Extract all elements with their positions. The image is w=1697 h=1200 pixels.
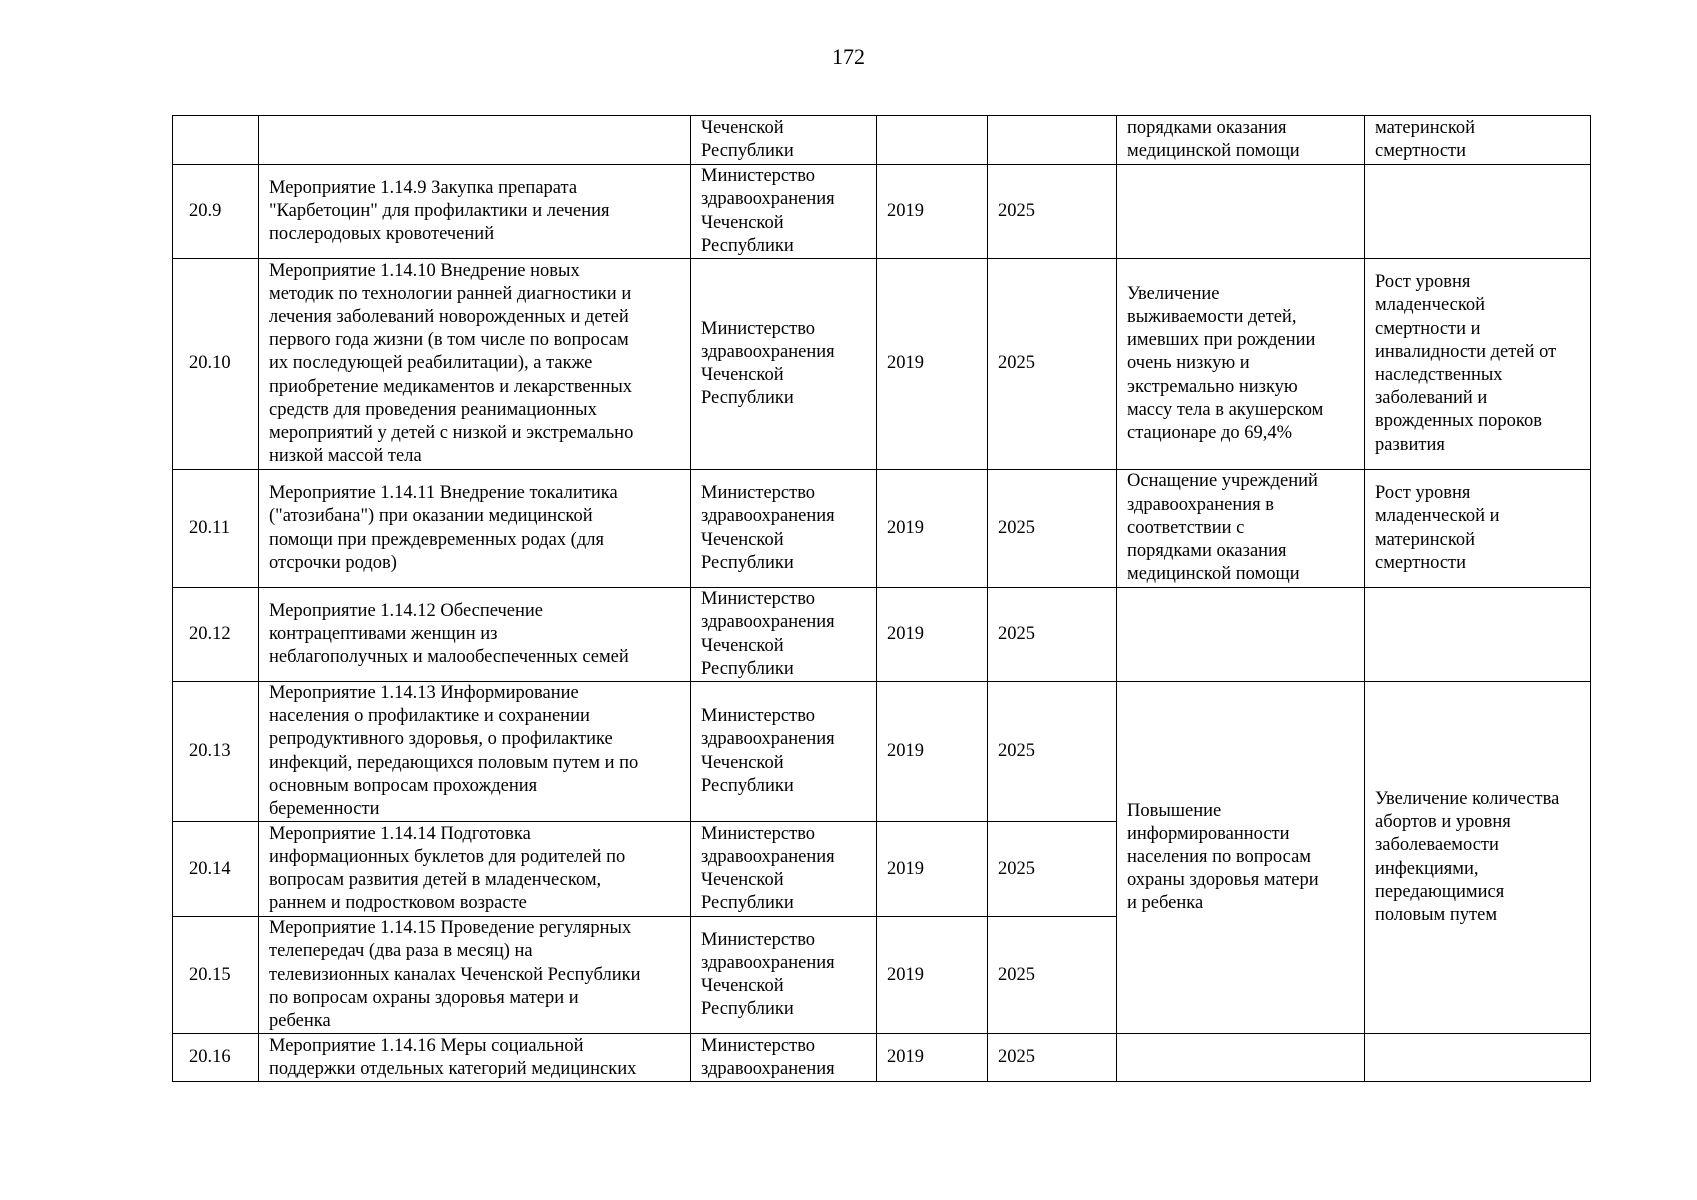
result-cell: Оснащение учреждений здравоохранения в соответствии с порядками оказания медицинской помощи <box>1117 470 1365 588</box>
start-year-cell: 2019 <box>877 259 988 470</box>
merged-result-cell: Повышение информированности населения по вопросам охраны здоровья матери и ребенка <box>1117 682 1365 1034</box>
row-number: 20.9 <box>173 165 259 259</box>
start-year-cell: 2019 <box>877 822 988 917</box>
table-row <box>173 259 1591 470</box>
result-cell: Увеличение выживаемости детей, имевших при рождении очень низкую и экстремально низкую массу тела в акушерском стационаре до 69,4% <box>1117 259 1365 470</box>
risk-cell: материнской смертности <box>1365 116 1591 165</box>
executor-cell: Министерство здравоохранения Чеченской Республики <box>691 917 877 1034</box>
table-row <box>173 116 1591 165</box>
executor-cell: Чеченской Республики <box>691 116 877 165</box>
page-number: 172 <box>832 44 865 69</box>
table-row <box>173 588 1591 682</box>
event-cell: Мероприятие 1.14.11 Внедрение токалитика ("атозибана") при оказании медицинской помощи при преждевременных родах (для отсрочки родов) <box>259 470 691 588</box>
table-row <box>173 470 1591 588</box>
row-number: 20.13 <box>173 682 259 822</box>
end-year-cell: 2025 <box>988 588 1117 682</box>
result-cell <box>1117 165 1365 259</box>
row-number <box>173 116 259 165</box>
executor-cell: Министерство здравоохранения Чеченской Республики <box>691 682 877 822</box>
end-year-cell: 2025 <box>988 822 1117 917</box>
risk-cell: Рост уровня младенческой смертности и инвалидности детей от наследственных заболеваний и врожденных пороков развития <box>1365 259 1591 470</box>
risk-cell <box>1365 1034 1591 1082</box>
event-cell: Мероприятие 1.14.14 Подготовка информационных буклетов для родителей по вопросам развития детей в младенческом, раннем и подростковом возрасте <box>259 822 691 917</box>
end-year-cell: 2025 <box>988 917 1117 1034</box>
start-year-cell: 2019 <box>877 588 988 682</box>
risk-cell <box>1365 588 1591 682</box>
start-year-cell: 2019 <box>877 165 988 259</box>
row-number: 20.11 <box>173 470 259 588</box>
result-cell <box>1117 588 1365 682</box>
start-year-cell <box>877 116 988 165</box>
row-number: 20.16 <box>173 1034 259 1082</box>
result-cell <box>1117 1034 1365 1082</box>
row-number: 20.10 <box>173 259 259 470</box>
row-number: 20.15 <box>173 917 259 1034</box>
start-year-cell: 2019 <box>877 1034 988 1082</box>
executor-cell: Министерство здравоохранения Чеченской Республики <box>691 470 877 588</box>
start-year-cell: 2019 <box>877 917 988 1034</box>
risk-cell <box>1365 165 1591 259</box>
end-year-cell: 2025 <box>988 165 1117 259</box>
table-row <box>173 165 1591 259</box>
table-row <box>173 682 1591 822</box>
start-year-cell: 2019 <box>877 470 988 588</box>
event-cell: Мероприятие 1.14.16 Меры социальной поддержки отдельных категорий медицинских <box>259 1034 691 1082</box>
end-year-cell: 2025 <box>988 470 1117 588</box>
result-cell: порядками оказания медицинской помощи <box>1117 116 1365 165</box>
event-cell <box>259 116 691 165</box>
executor-cell: Министерство здравоохранения <box>691 1034 877 1082</box>
row-number: 20.12 <box>173 588 259 682</box>
event-cell: Мероприятие 1.14.15 Проведение регулярных телепередач (два раза в месяц) на телевизионных каналах Чеченской Республики по вопросам охраны здоровья матери и ребенка <box>259 917 691 1034</box>
end-year-cell: 2025 <box>988 259 1117 470</box>
table-row <box>173 1034 1591 1082</box>
risk-cell: Рост уровня младенческой и материнской смертности <box>1365 470 1591 588</box>
event-cell: Мероприятие 1.14.12 Обеспечение контрацептивами женщин из неблагополучных и малообеспеченных семей <box>259 588 691 682</box>
end-year-cell: 2025 <box>988 682 1117 822</box>
executor-cell: Министерство здравоохранения Чеченской Республики <box>691 588 877 682</box>
event-cell: Мероприятие 1.14.10 Внедрение новых методик по технологии ранней диагностики и лечения заболеваний новорожденных и детей первого года жизни (в том числе по вопросам их последующей реабилитации), а также приобретение медикаментов и лекарственных средств для проведения реанимационных мероприятий у детей с низкой и экстремально низкой массой тела <box>259 259 691 470</box>
merged-risk-cell: Увеличение количества абортов и уровня заболеваемости инфекциями, передающимися половым путем <box>1365 682 1591 1034</box>
activities-table <box>172 115 1591 1082</box>
end-year-cell <box>988 116 1117 165</box>
end-year-cell: 2025 <box>988 1034 1117 1082</box>
event-cell: Мероприятие 1.14.9 Закупка препарата "Карбетоцин" для профилактики и лечения послеродовых кровотечений <box>259 165 691 259</box>
event-cell: Мероприятие 1.14.13 Информирование населения о профилактике и сохранении репродуктивного здоровья, о профилактике инфекций, передающихся половым путем и по основным вопросам прохождения беременности <box>259 682 691 822</box>
executor-cell: Министерство здравоохранения Чеченской Республики <box>691 165 877 259</box>
start-year-cell: 2019 <box>877 682 988 822</box>
executor-cell: Министерство здравоохранения Чеченской Республики <box>691 822 877 917</box>
executor-cell: Министерство здравоохранения Чеченской Республики <box>691 259 877 470</box>
row-number: 20.14 <box>173 822 259 917</box>
